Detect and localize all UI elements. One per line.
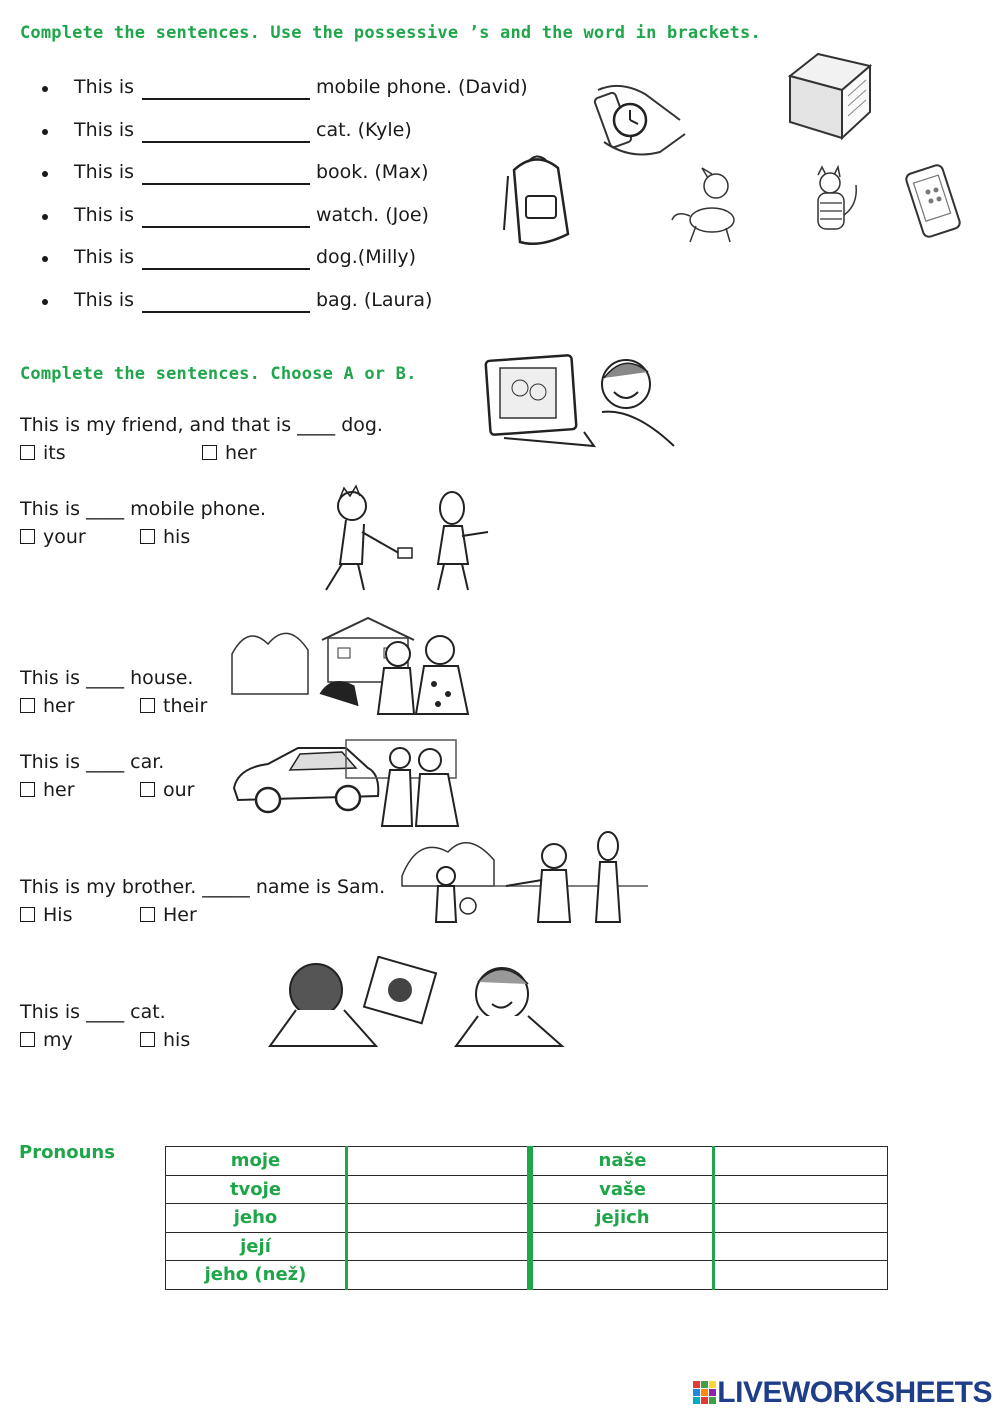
pronoun-cell: tvoje [166, 1175, 347, 1204]
pronouns-table [165, 1146, 888, 1290]
checkbox-icon[interactable] [202, 445, 217, 460]
option-a[interactable]: your [20, 526, 86, 548]
question-sentence: This is ____ house. [20, 667, 194, 689]
checkbox-icon[interactable] [140, 1032, 155, 1047]
cat-icon [800, 165, 865, 240]
answer-blank[interactable] [142, 311, 310, 313]
option-a[interactable]: her [20, 779, 75, 801]
answer-blank[interactable] [142, 141, 310, 143]
item-prefix: This is [74, 288, 135, 311]
bullet-icon [42, 171, 48, 177]
question-4 [20, 751, 195, 807]
checkbox-icon[interactable] [20, 782, 35, 797]
bullet-icon [42, 214, 48, 220]
item-suffix: book. (Max) [316, 161, 429, 183]
bullet-icon [42, 129, 48, 135]
checkbox-icon[interactable] [140, 907, 155, 922]
checkbox-icon[interactable] [20, 698, 35, 713]
answer-cell[interactable] [714, 1261, 888, 1290]
two-boys-phone-illustration [312, 484, 502, 594]
checkbox-icon[interactable] [20, 1032, 35, 1047]
option-b[interactable]: their [140, 695, 207, 717]
option-b[interactable]: Her [140, 904, 197, 926]
exercise2-instruction: Complete the sentences. Choose A or B. [20, 364, 417, 384]
question-3 [20, 667, 208, 723]
answer-cell[interactable] [714, 1175, 888, 1204]
item-suffix: watch. (Joe) [316, 203, 429, 226]
question-sentence: This is ____ car. [20, 751, 165, 773]
bullet-icon [42, 256, 48, 262]
car-couple-illustration [228, 738, 464, 830]
question-5 [20, 876, 385, 932]
item-suffix: cat. (Kyle) [316, 118, 412, 141]
backpack-icon [500, 150, 575, 250]
answer-cell[interactable] [347, 1232, 531, 1261]
pronoun-cell: vaše [530, 1175, 714, 1204]
answer-cell[interactable] [714, 1204, 888, 1233]
question-1 [20, 414, 383, 470]
option-a[interactable]: His [20, 904, 72, 926]
answer-cell[interactable] [714, 1232, 888, 1261]
item-prefix: This is [74, 118, 135, 141]
option-b[interactable]: his [140, 526, 190, 548]
answer-blank[interactable] [142, 183, 310, 185]
option-a[interactable]: its [20, 442, 66, 464]
item-prefix: This is [74, 203, 135, 226]
boy-computer-illustration [484, 352, 684, 450]
item-prefix: This is [74, 161, 135, 183]
question-sentence: This is my brother. _____ name is Sam. [20, 876, 386, 898]
answer-blank[interactable] [142, 268, 310, 270]
answer-cell[interactable] [347, 1204, 531, 1233]
pronoun-cell: jeho [166, 1204, 347, 1233]
table-row [166, 1261, 888, 1290]
pronouns-label: Pronouns [19, 1142, 115, 1163]
table-row [166, 1232, 888, 1261]
table-row [166, 1175, 888, 1204]
option-a[interactable]: my [20, 1029, 73, 1051]
book-icon [778, 46, 878, 144]
option-b[interactable]: our [140, 779, 194, 801]
answer-cell[interactable] [347, 1147, 531, 1176]
answer-blank[interactable] [142, 98, 310, 100]
exercise1-instruction: Complete the sentences. Use the possessive ’s and the word in brackets. [20, 23, 761, 43]
checkbox-icon[interactable] [140, 698, 155, 713]
logo-text: LIVEWORKSHEETS [717, 1376, 992, 1409]
item-suffix: bag. (Laura) [316, 288, 433, 311]
liveworksheets-logo [693, 1376, 992, 1410]
bullet-icon [42, 86, 48, 92]
family-house-illustration [228, 614, 478, 718]
checkbox-icon[interactable] [20, 445, 35, 460]
item-suffix: dog.(Milly) [316, 246, 417, 268]
answer-cell[interactable] [714, 1147, 888, 1176]
bullet-icon [42, 299, 48, 305]
dog-icon [668, 162, 748, 247]
mobile-phone-icon [900, 160, 970, 245]
option-b[interactable]: her [202, 442, 257, 464]
watch-icon [590, 72, 690, 167]
answer-blank[interactable] [142, 226, 310, 228]
question-sentence: This is ____ mobile phone. [20, 498, 267, 520]
question-sentence: This is ____ cat. [20, 1001, 166, 1023]
answer-cell[interactable] [347, 1175, 531, 1204]
answer-cell[interactable] [347, 1261, 531, 1290]
cat-picture-illustration [266, 956, 572, 1048]
siblings-illustration [398, 826, 654, 926]
question-2 [20, 498, 266, 554]
checkbox-icon[interactable] [140, 782, 155, 797]
item-prefix: This is [74, 76, 135, 98]
pronoun-cell: moje [166, 1147, 347, 1176]
pronoun-cell: naše [530, 1147, 714, 1176]
option-b[interactable]: his [140, 1029, 190, 1051]
logo-blocks-icon [693, 1379, 717, 1407]
question-6 [20, 1001, 191, 1057]
pronoun-cell [530, 1232, 714, 1261]
question-sentence: This is my friend, and that is ____ dog. [20, 414, 383, 436]
checkbox-icon[interactable] [20, 529, 35, 544]
checkbox-icon[interactable] [20, 907, 35, 922]
pronoun-cell: jejich [530, 1204, 714, 1233]
pronoun-cell: její [166, 1232, 347, 1261]
item-prefix: This is [74, 246, 135, 268]
pronoun-cell [530, 1261, 714, 1290]
pronoun-cell: jeho (než) [166, 1261, 347, 1290]
option-a[interactable]: her [20, 695, 75, 717]
table-row [166, 1147, 888, 1176]
item-suffix: mobile phone. (David) [316, 76, 528, 98]
table-row [166, 1204, 888, 1233]
checkbox-icon[interactable] [140, 529, 155, 544]
